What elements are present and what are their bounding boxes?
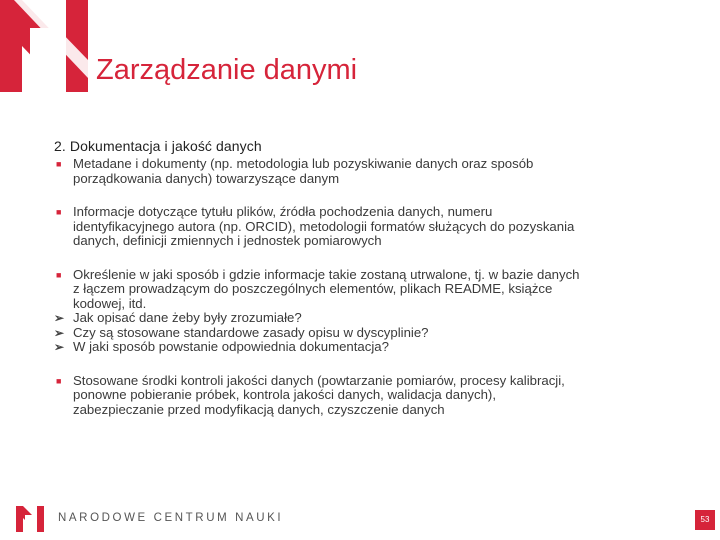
slide-content — [54, 138, 674, 417]
section-heading: 2. Dokumentacja i jakość danych — [54, 138, 262, 154]
bullet-storage: ■ Określenie w jaki sposób i gdzie informacje takie zostaną utrwalone, tj. w bazie danych z łączem prowadzącym do poszczególnych elementów, plikach README, książce kodowej, itd. — [56, 266, 580, 311]
question-documentation: ➢ W jaki sposób powstanie odpowiednia dokumentacja? — [54, 339, 389, 354]
bullet-metadata: ■ Metadane i dokumenty (np. metodologia lub pozyskiwanie danych oraz sposób porządkowania danych) towarzyszące danym — [56, 156, 534, 186]
bullet-file-info: ■ Informacje dotyczące tytułu plików, źródła pochodzenia danych, numeru identyfikacyjnego autora (np. ORCID), metodologii formatów służących do pozyskania danych, definicji zmiennych i jednostek pomiarowych — [56, 204, 575, 248]
page-number-badge: 53 — [695, 510, 715, 530]
ncn-logo-mark — [0, 0, 95, 92]
square-bullet-icon: ■ — [56, 269, 62, 280]
organization-name: NARODOWE CENTRUM NAUKI — [58, 512, 284, 524]
question-standards: ➢ Czy są stosowane standardowe zasady opisu w dyscyplinie? — [54, 324, 429, 340]
ncn-footer-logo-icon — [16, 506, 46, 532]
square-bullet-icon: ■ — [56, 375, 62, 386]
square-bullet-icon: ■ — [56, 159, 62, 169]
arrow-bullet-icon: ➢ — [54, 311, 65, 325]
square-bullet-icon: ■ — [56, 207, 62, 217]
slide-footer — [0, 500, 720, 540]
arrow-bullet-icon: ➢ — [54, 325, 65, 340]
question-describe: ➢ Jak opisać dane żeby były zrozumiałe? — [54, 310, 302, 325]
slide-title: Zarządzanie danymi — [96, 54, 358, 86]
arrow-bullet-icon: ➢ — [54, 340, 65, 354]
bullet-quality-control: ■ Stosowane środki kontroli jakości danych (powtarzanie pomiarów, procesy kalibracji, ponowne pobieranie próbek, kontrola jakości danych, walidacja danych), zabezpieczanie przed modyfikacją danych, czyszczenie danych — [56, 372, 565, 417]
